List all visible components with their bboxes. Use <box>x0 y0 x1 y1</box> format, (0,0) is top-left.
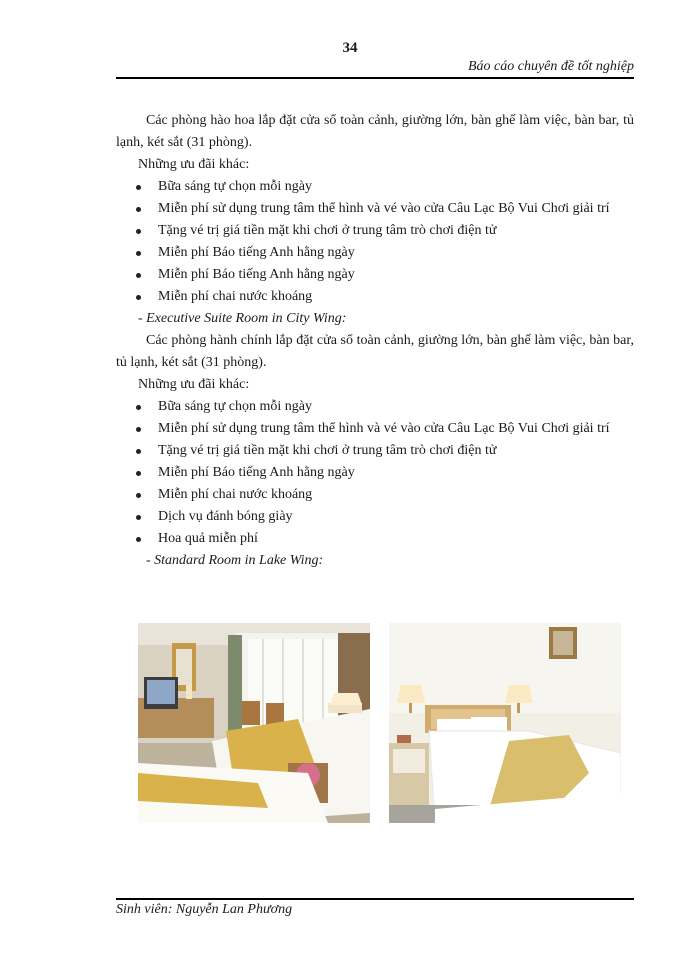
page-number: 34 <box>342 40 358 56</box>
list-item: Miễn phí sử dụng trung tâm thể hình và vé vào cửa Câu Lạc Bộ Vui Chơi giải trí <box>116 418 634 440</box>
section1-offers-label: Những ưu đãi khác: <box>138 157 250 172</box>
section2-heading: - Executive Suite Room in City Wing: <box>138 311 347 326</box>
footer-author: Sinh viên: Nguyễn Lan Phương <box>116 902 293 917</box>
list-item: Dịch vụ đánh bóng giày <box>116 506 634 528</box>
header-divider <box>116 77 634 79</box>
list-item: Miễn phí chai nước khoáng <box>116 286 634 308</box>
list-item: Miễn phí Báo tiếng Anh hằng ngày <box>116 264 634 286</box>
twin-room-photo <box>138 623 370 823</box>
section2-bullet-list <box>116 396 634 550</box>
list-item: Bữa sáng tự chọn mỗi ngày <box>116 176 634 198</box>
list-item: Miễn phí Báo tiếng Anh hằng ngày <box>116 462 634 484</box>
section2-intro: Các phòng hành chính lắp đặt cửa sổ toàn cảnh, giường lớn, bàn ghế làm việc, bàn bar, tủ lạnh, két sắt (31 phòng). <box>116 333 634 370</box>
document-body <box>116 110 634 572</box>
list-item: Tặng vé trị giá tiền mặt khi chơi ở trung tâm trò chơi điện tử <box>116 440 634 462</box>
list-item: Miễn phí chai nước khoáng <box>116 484 634 506</box>
double-room-photo <box>389 623 621 823</box>
list-item: Hoa quả miễn phí <box>116 528 634 550</box>
section2-offers-label: Những ưu đãi khác: <box>138 377 250 392</box>
section1-bullet-list <box>116 176 634 308</box>
list-item: Miễn phí sử dụng trung tâm thể hình và vé vào cửa Câu Lạc Bộ Vui Chơi giải trí <box>116 198 634 220</box>
list-item: Tặng vé trị giá tiền mặt khi chơi ở trung tâm trò chơi điện tử <box>116 220 634 242</box>
section1-intro: Các phòng hào hoa lắp đặt cửa sổ toàn cảnh, giường lớn, bàn ghế làm việc, bàn bar, tủ lạnh, két sắt (31 phòng). <box>116 113 634 150</box>
list-item: Bữa sáng tự chọn mỗi ngày <box>116 396 634 418</box>
header-title: Báo cáo chuyên đề tốt nghiệp <box>467 59 634 74</box>
list-item: Miễn phí Báo tiếng Anh hằng ngày <box>116 242 634 264</box>
section3-heading: - Standard Room in Lake Wing: <box>146 553 324 568</box>
footer-divider <box>116 898 634 900</box>
